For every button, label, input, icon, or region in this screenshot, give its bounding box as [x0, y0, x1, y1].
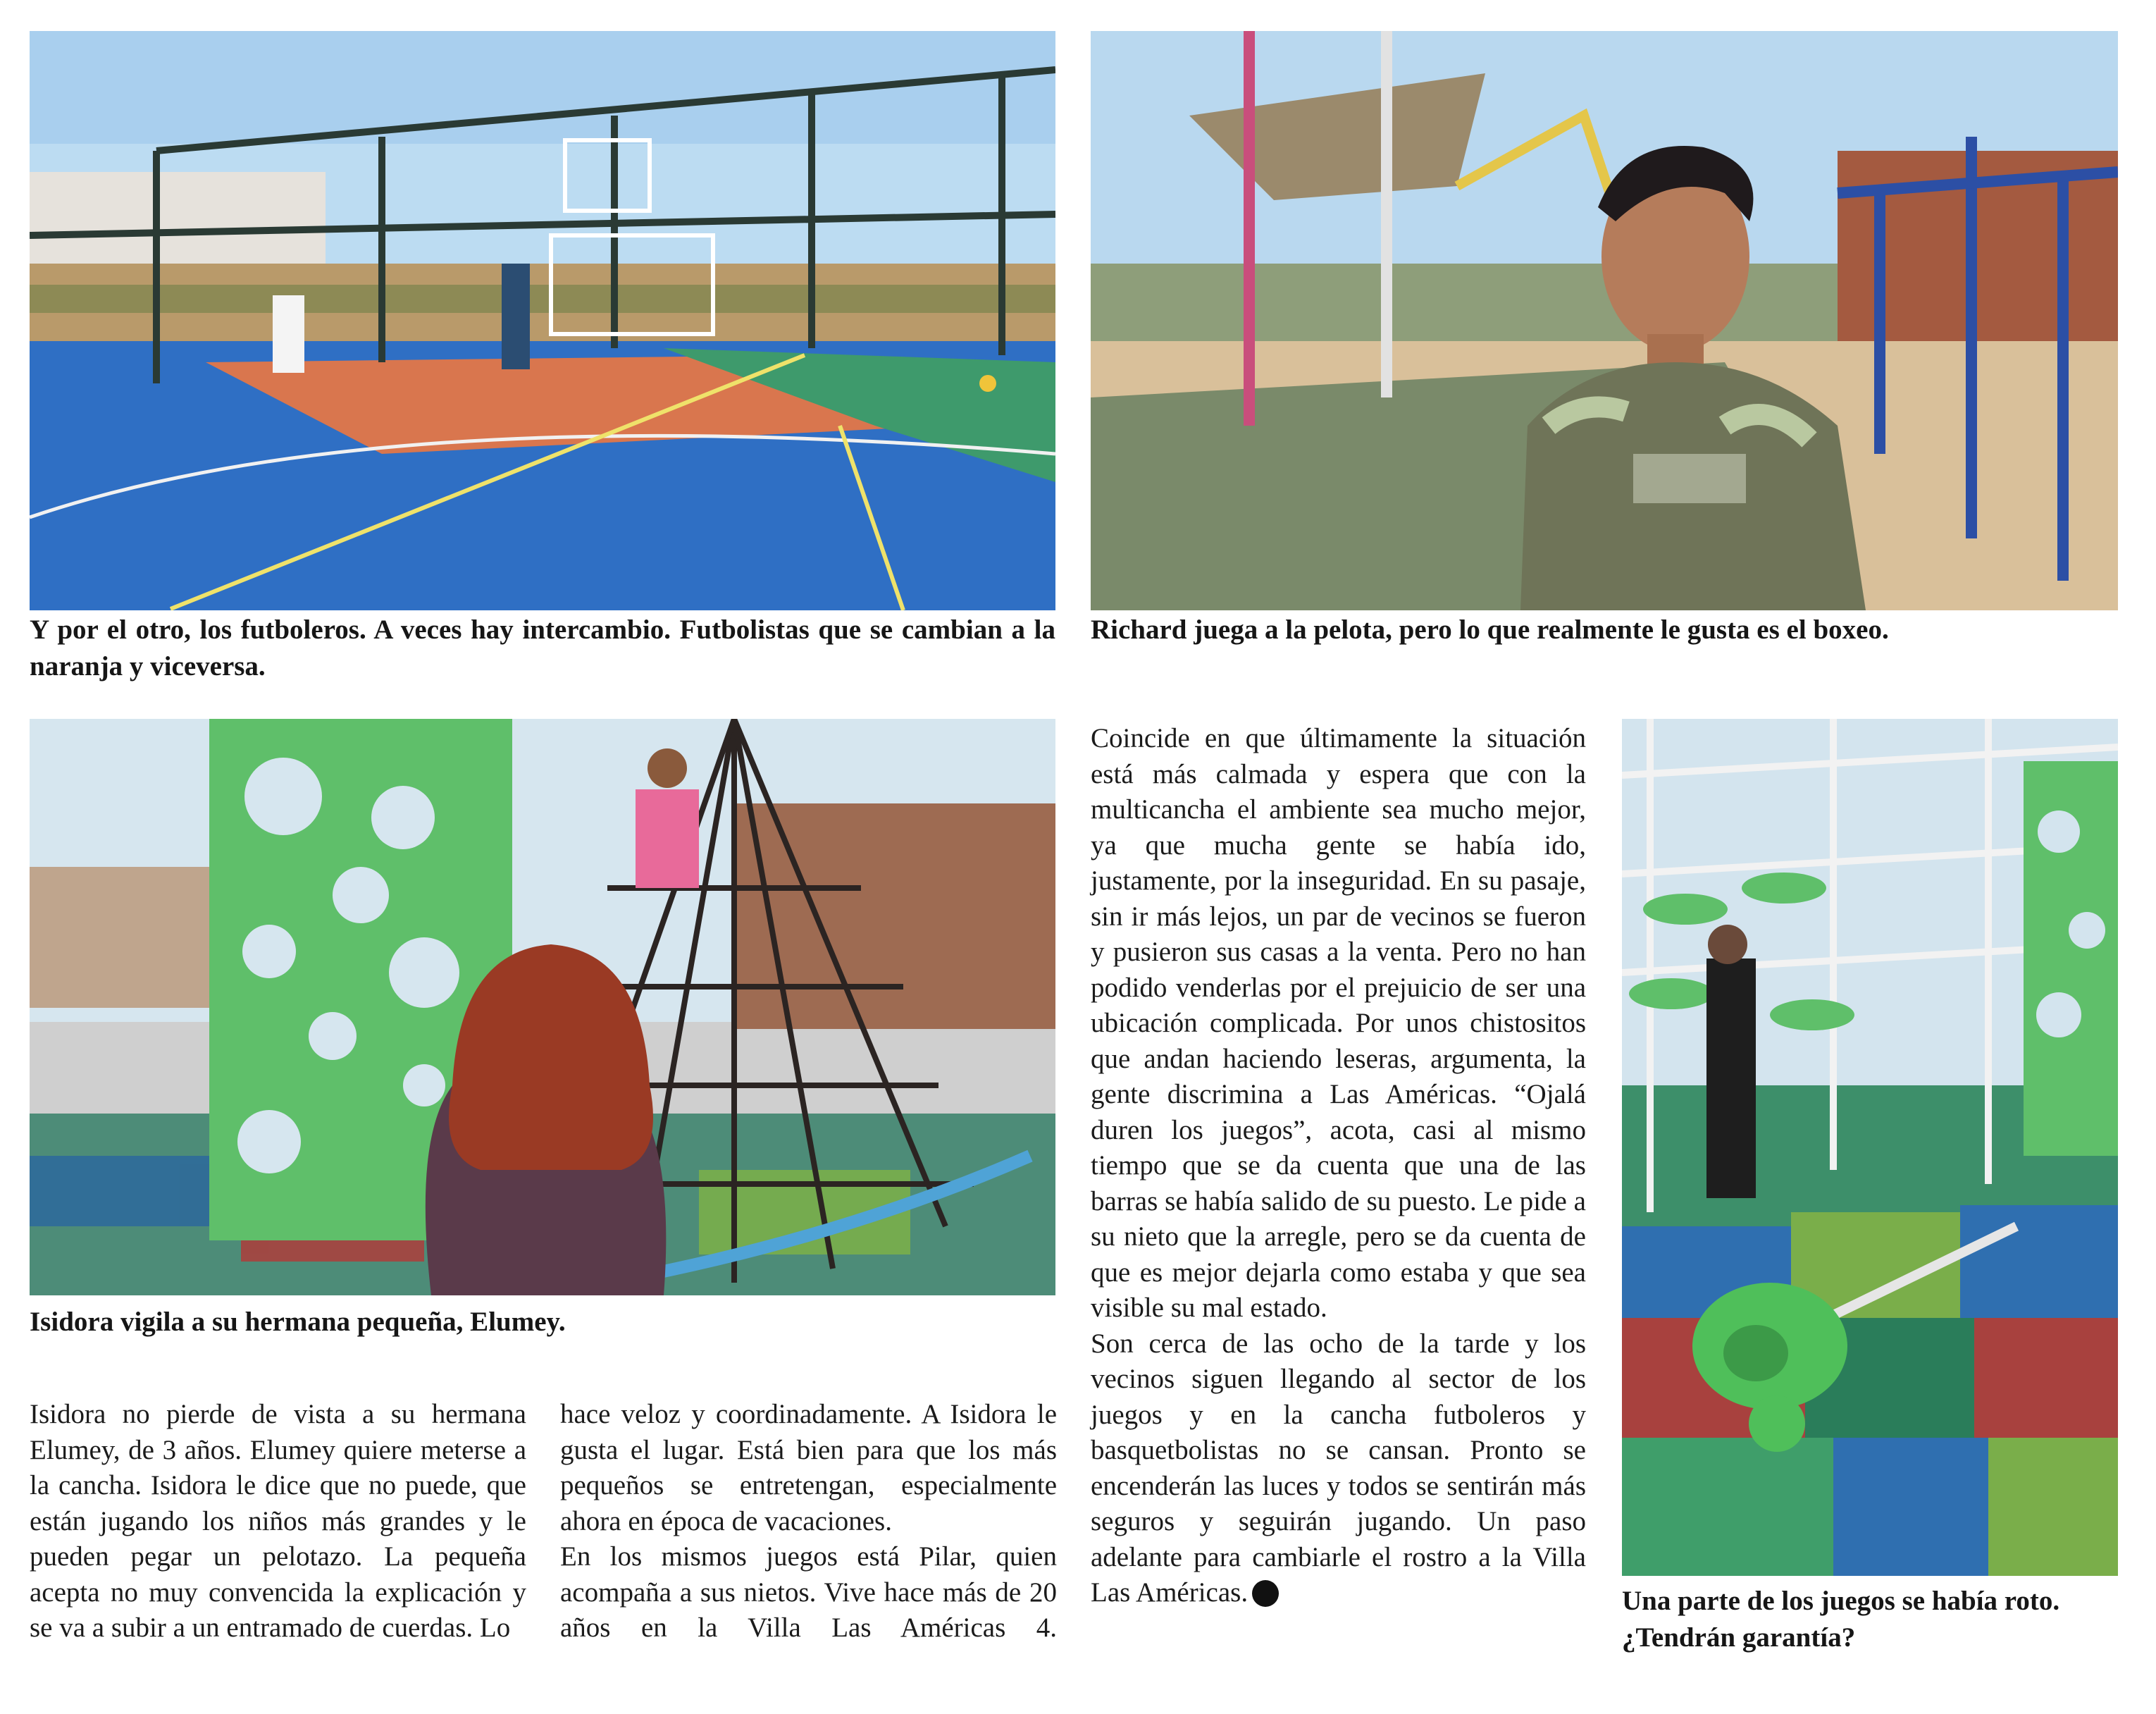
article-column-2: [560, 1397, 1057, 1646]
photo-broken-play-equipment: [1622, 719, 2118, 1576]
article-column-3: [1091, 721, 1586, 1611]
article-paragraph-final: [1091, 1326, 1586, 1611]
photo-isidora-playground: [30, 719, 1055, 1295]
article-paragraph: hace veloz y coordinadamente. A Isidora le gusta el lugar. Está bien para que los más pequeños se entretengan, especialmente ahora en época de vacaciones.: [560, 1399, 1057, 1536]
caption-basketball-court: Y por el otro, los futboleros. A veces hay intercambio. Futbolistas que se cambian a la naranja y viceversa.: [30, 615, 1055, 682]
article-column-1: [30, 1397, 526, 1646]
article-paragraph: En los mismos juegos está Pilar, quien acompaña a sus nietos. Vive hace más de 20 años en la Villa Las Américas 4.: [560, 1541, 1057, 1643]
caption-richard: Richard juega a la pelota, pero lo que realmente le gusta es el boxeo.: [1091, 615, 1889, 645]
broken-equipment-illustration: [1622, 719, 2118, 1576]
article-paragraph: Coincide en que últimamente la situación está más calmada y espera que con la multicancha el ambiente sea mucho mejor, ya que mucha gente se había ido, justamente, por la inseguridad. En su pasaje, sin ir más lejos, un par de vecinos se fueron y pusieron sus casas a la venta. Pero no han podido venderlas por el prejuicio de ser una ubicación complicada. Por unos chistositos que andan haciendo leseras, argumenta, la gente discrimina a Las Américas. “Ojalá duren los juegos”, acota, casi al mismo tiempo que se da cuenta que una de las barras se había salido de su puesto. Le pide a su nieto que la arregle, pero se da cuenta de que es mejor dejarla como estaba y que sea visible su mal estado.: [1091, 723, 1586, 1323]
caption-broken-equipment: Una parte de los juegos se había roto. ¿Tendrán garantía?: [1622, 1586, 2060, 1653]
caption-isidora: Isidora vigila a su hermana pequeña, Elumey.: [30, 1307, 566, 1337]
article-text: Son cerca de las ocho de la tarde y los vecinos siguen llegando al sector de los juegos y en la cancha futboleros y basquetbolistas no se cansan. Pronto se encenderán las luces y todos se sentirán más seguros y seguirán jugando. Un paso adelante para cambiarle el rostro a la Villa Las Américas.: [1091, 1328, 1586, 1608]
photo-richard-portrait: [1091, 31, 2118, 610]
portrait-illustration: [1091, 31, 2118, 610]
end-of-article-icon: [1252, 1580, 1279, 1607]
court-illustration: [30, 31, 1055, 610]
photo-basketball-court: [30, 31, 1055, 610]
article-paragraph: Isidora no pierde de vista a su hermana Elumey, de 3 años. Elumey quiere meterse a la cancha. Isidora le dice que no puede, que están jugando los niños más grandes y le pueden pegar un pelotazo. La pequeña acepta no muy convencida la explicación y se va a subir a un entramado de cuerdas. Lo: [30, 1399, 526, 1643]
isidora-illustration: [30, 719, 1055, 1295]
